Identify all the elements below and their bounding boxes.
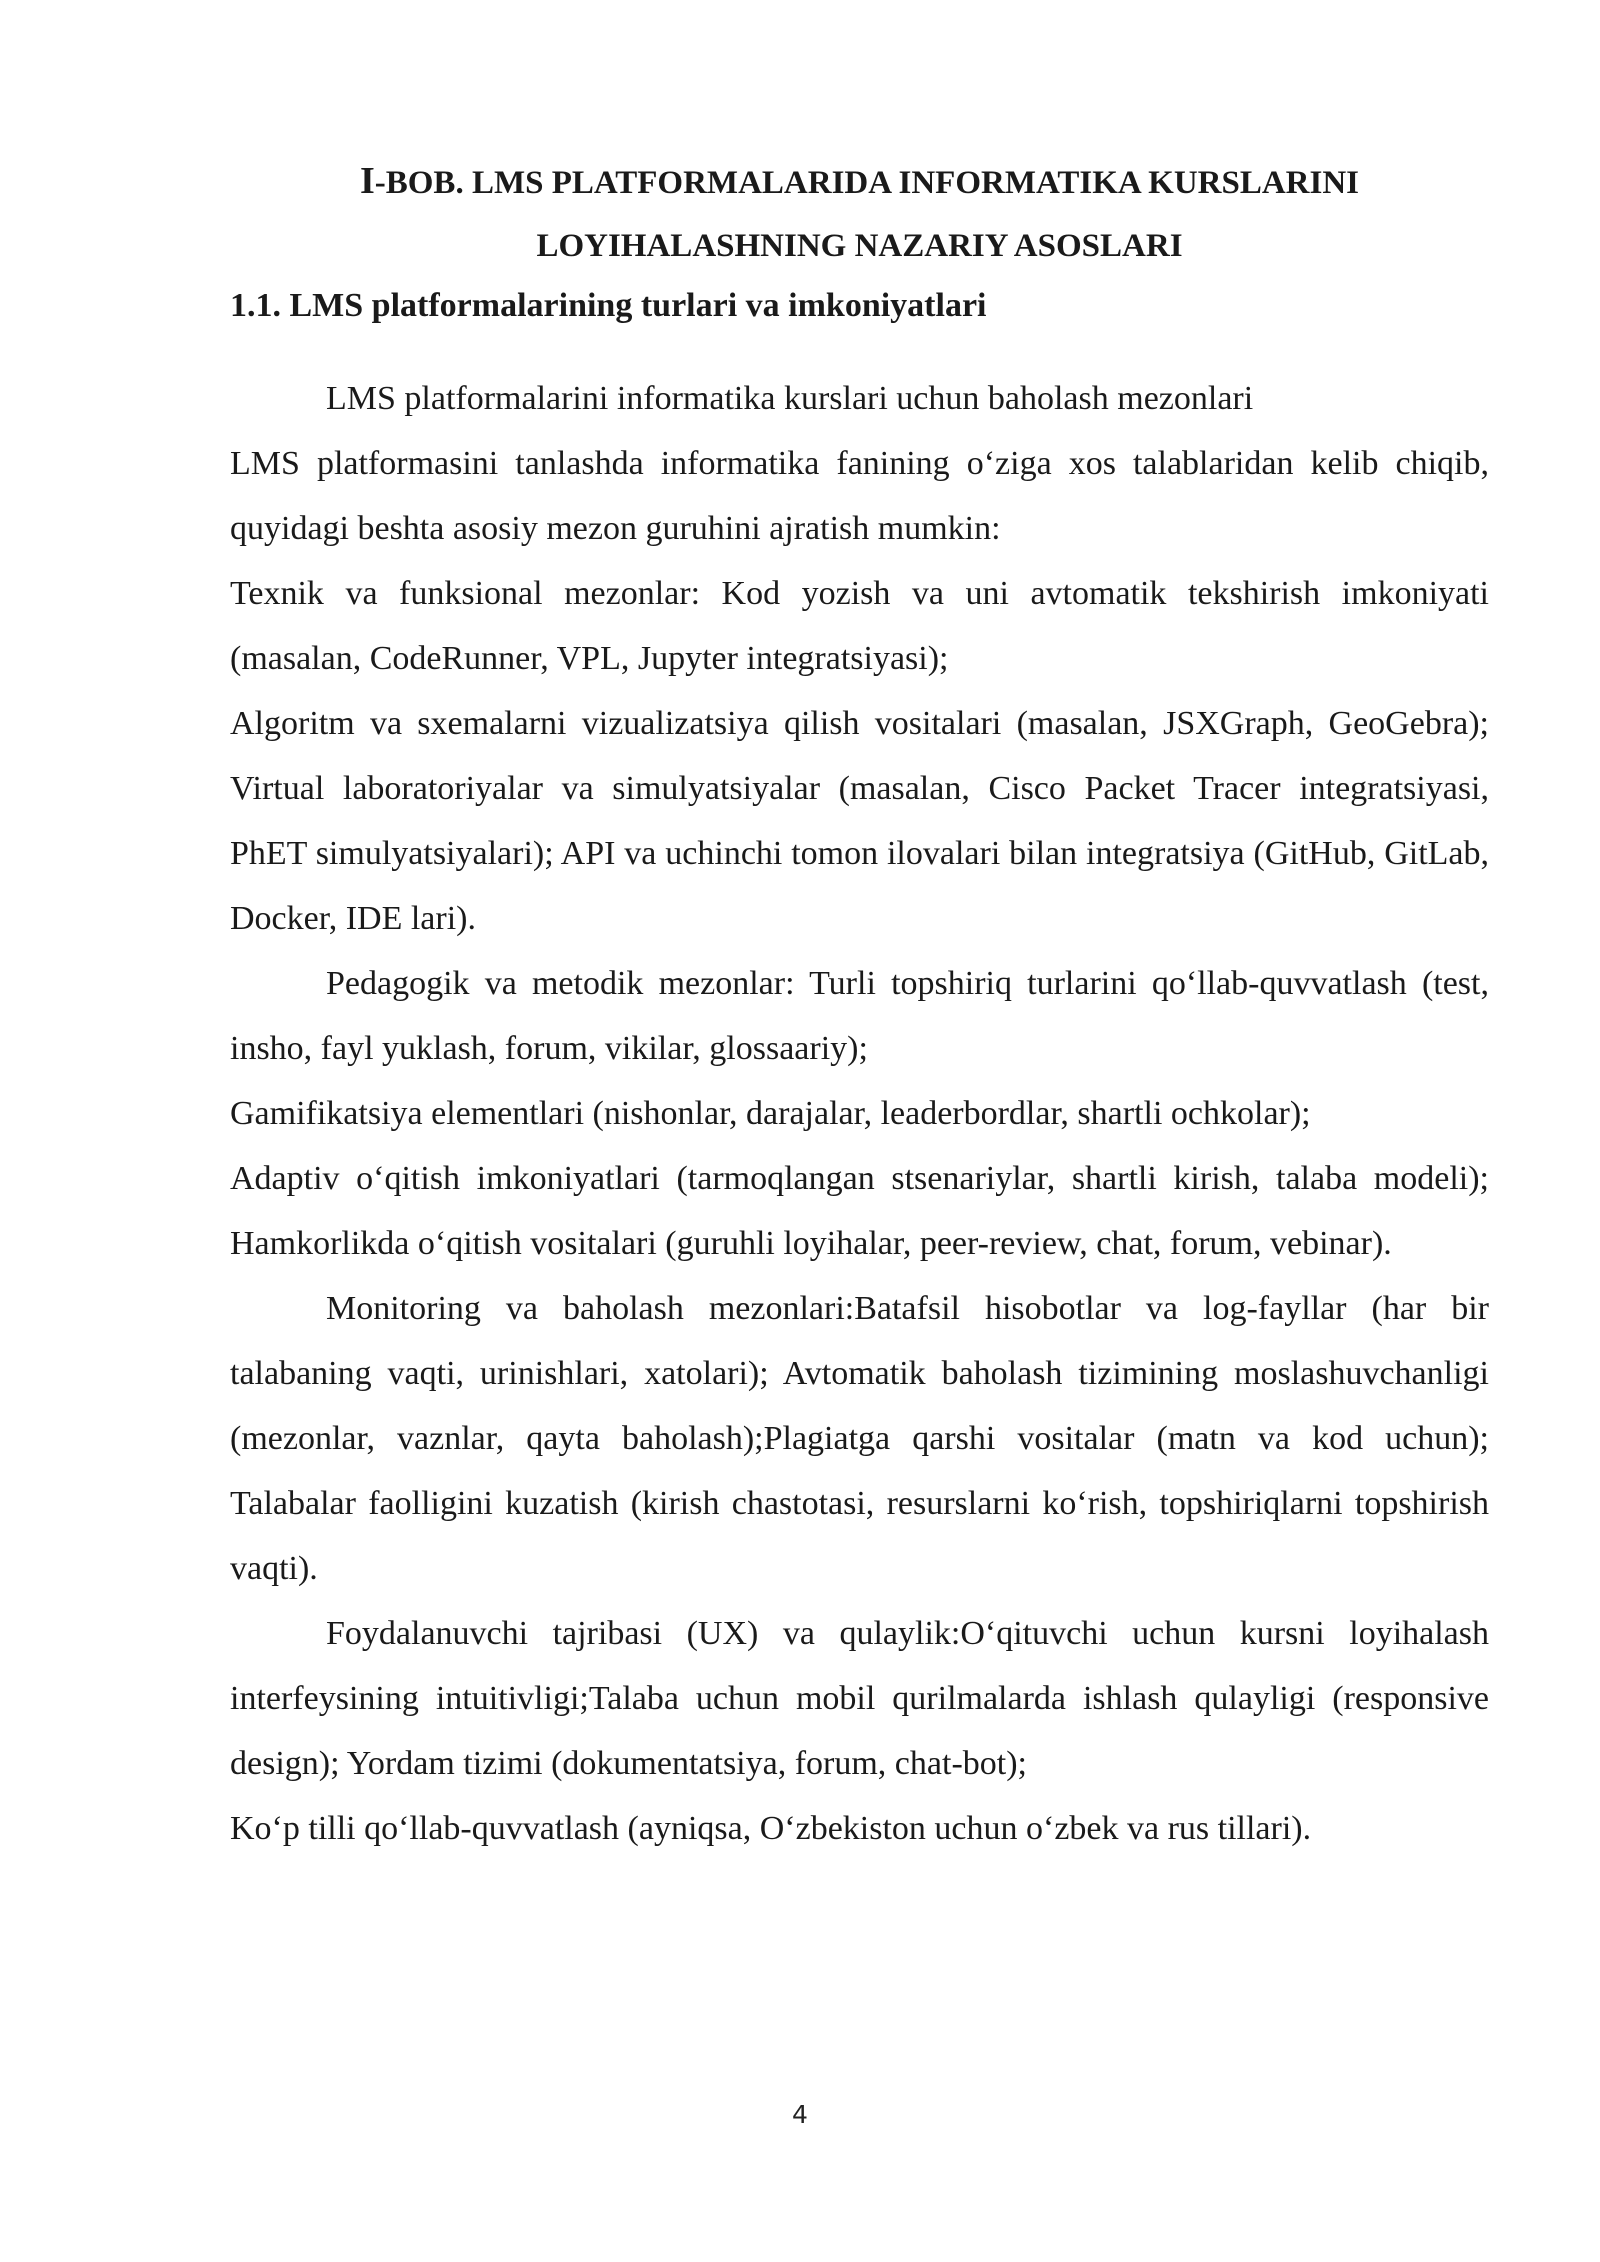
chapter-title-first-letter: I [359,160,375,202]
paragraph-8: Monitoring va baholash mezonlari:Batafsil hisobotlar va log-fayllar (har bir talabaning vaqti, urinishlari, xatolari); Avtomatik baholash tizimining moslashuvchanligi (mezonlar, vaznlar, qayta baholash);Plagiatga qarshi vositalar (matn va kod uchun); Talabalar faolligini kuzatish (kirish chastotasi, resurslarni ko‘rish, topshiriqlarni topshirish vaqti). [230,1290,1489,1587]
paragraph-1: LMS platformalarini informatika kurslari uchun baholash mezonlari [326,380,1254,417]
section-title: 1.1. LMS platformalarining turlari va imkoniyatlari [230,287,987,324]
chapter-title-line-1-text: -BOB. LMS PLATFORMALARIDA INFORMATIKA KURSLARINI [374,165,1360,201]
chapter-title [230,150,1489,278]
page-number: 4 [792,2100,808,2129]
paragraph-3: Texnik va funksional mezonlar: Kod yozish va uni avtomatik tekshirish imkoniyati (masalan, CodeRunner, VPL, Jupyter integratsiyasi); [230,575,1489,677]
chapter-title-line-1 [250,150,1469,215]
paragraph-9: Foydalanuvchi tajribasi (UX) va qulaylik:O‘qituvchi uchun kursni loyihalash interfeysining intuitivligi;Talaba uchun mobil qurilmalarda ishlash qulayligi (responsive design); Yordam tizimi (dokumentatsiya, forum, chat-bot); [230,1615,1489,1782]
paragraph-4: Algoritm va sxemalarni vizualizatsiya qilish vositalari (masalan, JSXGraph, GeoGebra); Virtual laboratoriyalar va simulyatsiyalar (masalan, Cisco Packet Tracer integratsiyasi, PhET simulyatsiyalari); API va uchinchi tomon ilovalari bilan integratsiya (GitHub, GitLab, Docker, IDE lari). [230,705,1489,937]
body-text [230,366,1489,1861]
paragraph-5: Pedagogik va metodik mezonlar: Turli topshiriq turlarini qo‘llab-quvvatlash (test, insho, fayl yuklash, forum, vikilar, glossaariy); [230,965,1489,1067]
paragraph-7: Adaptiv o‘qitish imkoniyatlari (tarmoqlangan stsenariylar, shartli kirish, talaba modeli); Hamkorlikda o‘qitish vositalari (guruhli loyihalar, peer-review, chat, forum, vebinar). [230,1160,1489,1262]
chapter-title-line-2: LOYIHALASHNING NAZARIY ASOSLARI [536,228,1183,264]
paragraph-6: Gamifikatsiya elementlari (nishonlar, darajalar, leaderbordlar, shartli ochkolar); [230,1095,1311,1132]
paragraph-2: LMS platformasini tanlashda informatika fanining o‘ziga xos talablaridan kelib chiqib, quyidagi beshta asosiy mezon guruhini ajratish mumkin: [230,445,1489,547]
paragraph-10: Ko‘p tilli qo‘llab-quvvatlash (ayniqsa, O‘zbekiston uchun o‘zbek va rus tillari). [230,1810,1312,1847]
